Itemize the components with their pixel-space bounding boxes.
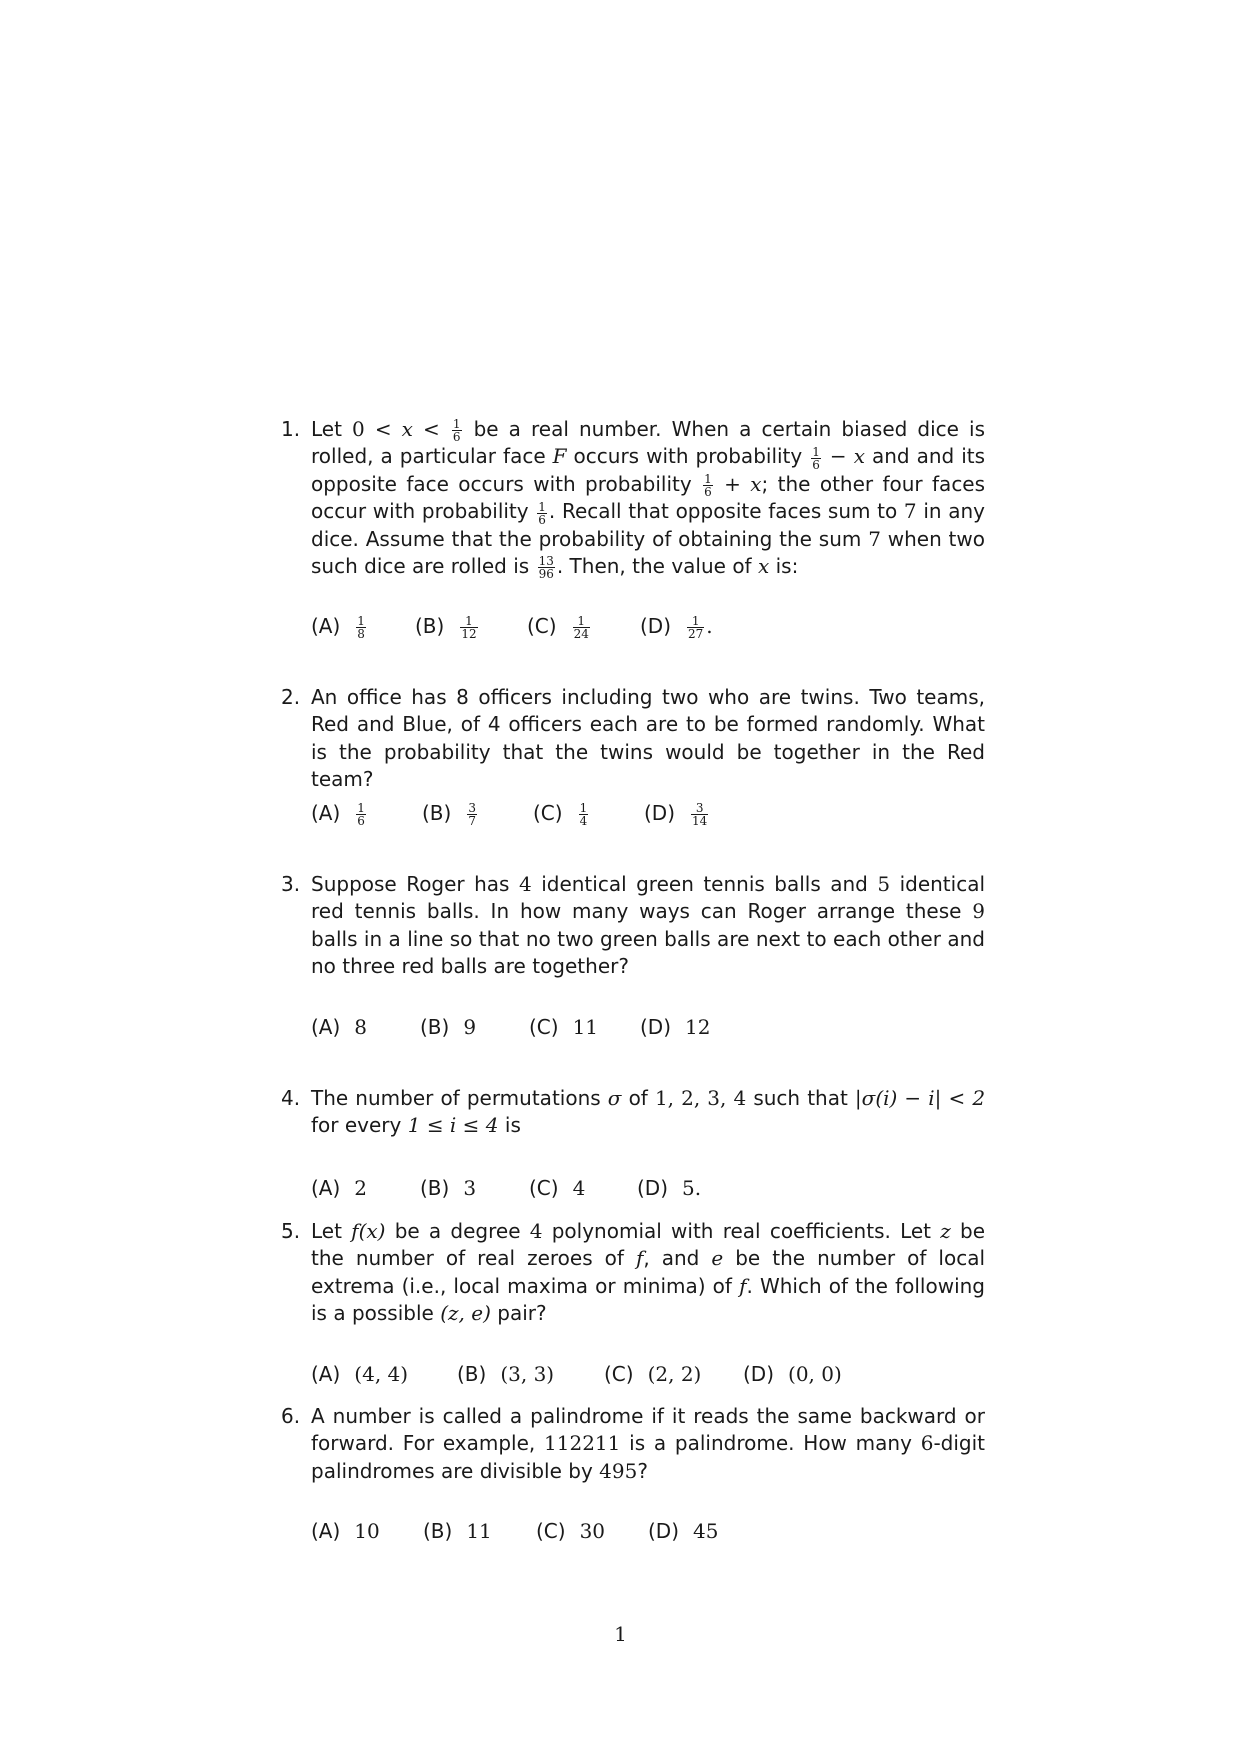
question-6 [281,1403,985,1485]
option-a[interactable]: (A) 2 [311,1176,368,1200]
option-b[interactable]: (B) 11 [423,1519,492,1543]
question-number: 6. [281,1404,301,1428]
fraction: $\frac{1}{6}$ [452,417,461,445]
question-text: Let 0 < x < $\frac{1}{6}$ be a real number. When a certain biased dice is rolled, a particular face F occurs with probability $\frac{1}{6}$ − x and and its opposite face occurs with probability $\frac{1}{6}$ + x; the other four faces occur with probability $\frac{1}{6}$ . Recall that opposite faces sum to 7 in any dice. Assume that the probability of obtaining the sum 7 when two such dice are rolled is $\frac{13}{96}$ . Then, the value of x is: [311,417,986,582]
option-a[interactable]: (A) (4, 4) [311,1362,409,1386]
option-c[interactable]: (C) $\frac{1}{4}$ [533,801,588,829]
option-c[interactable]: (C) 11 [529,1015,599,1039]
page-number: 1 [614,1622,627,1646]
option-b[interactable]: (B) $\frac{1}{12}$ [415,614,477,642]
option-b[interactable]: (B) (3, 3) [457,1362,555,1386]
question-text: Suppose Roger has 4 identical green tennis balls and 5 identical red tennis balls. In how many ways can Roger arrange these 9 balls in a line so that no two green balls are next to each other and no three red balls are together? [311,872,986,978]
option-d[interactable]: (D) 5. [637,1176,702,1200]
question-number: 1. [281,417,301,441]
option-b[interactable]: (B) 3 [420,1176,477,1200]
question-5 [281,1218,985,1327]
fraction: $\frac{1}{6}$ [538,499,546,527]
question-number: 3. [281,872,301,896]
option-d[interactable]: (D) (0, 0) [743,1362,842,1386]
question-4 [281,1085,985,1140]
option-b[interactable]: (B) $\frac{3}{7}$ [422,801,476,829]
question-3 [281,871,985,980]
question-1 [281,416,985,580]
option-a[interactable]: (A) 8 [311,1015,368,1039]
option-a[interactable]: (A) $\frac{1}{6}$ [311,801,365,829]
question-text: A number is called a palindrome if it reads the same backward or forward. For example, 112211 is a palindrome. How many 6-digit palindromes are divisible by 495? [311,1404,985,1483]
option-b[interactable]: (B) 9 [420,1015,477,1039]
question-text: Let f(x) be a degree 4 polynomial with real coefficients. Let z be the number of real zeroes of f, and e be the number of local extrema (i.e., local maxima or minima) of f. Which of the following is a possible (z, e) pair? [311,1219,986,1325]
question-number: 4. [281,1086,301,1110]
option-c[interactable]: (C) $\frac{1}{24}$ [527,614,589,642]
question-text: The number of permutations σ of 1, 2, 3, 4 such that |σ(i) − i| < 2 for every 1 ≤ i ≤ 4 is [311,1086,986,1138]
option-c[interactable]: (C) 30 [536,1519,606,1543]
question-2 [281,684,985,793]
fraction: $\frac{13}{96}$ [538,554,554,582]
fraction: $\frac{1}{6}$ [704,472,712,500]
option-d[interactable]: (D) 12 [640,1015,711,1039]
option-c[interactable]: (C) (2, 2) [604,1362,702,1386]
option-a[interactable]: (A) $\frac{1}{8}$ [311,614,365,642]
question-number: 2. [281,685,301,709]
option-d[interactable]: (D) $\frac{1}{27}$ . [640,614,713,642]
option-d[interactable]: (D) $\frac{3}{14}$ [644,801,708,829]
fraction: $\frac{1}{6}$ [812,444,820,472]
option-d[interactable]: (D) 45 [648,1519,719,1543]
question-number: 5. [281,1219,301,1243]
option-a[interactable]: (A) 10 [311,1519,380,1543]
option-c[interactable]: (C) 4 [529,1176,586,1200]
question-text: An office has 8 officers including two who are twins. Two teams, Red and Blue, of 4 officers each are to be formed randomly. What is the probability that the twins would be together in the Red team? [311,685,985,791]
